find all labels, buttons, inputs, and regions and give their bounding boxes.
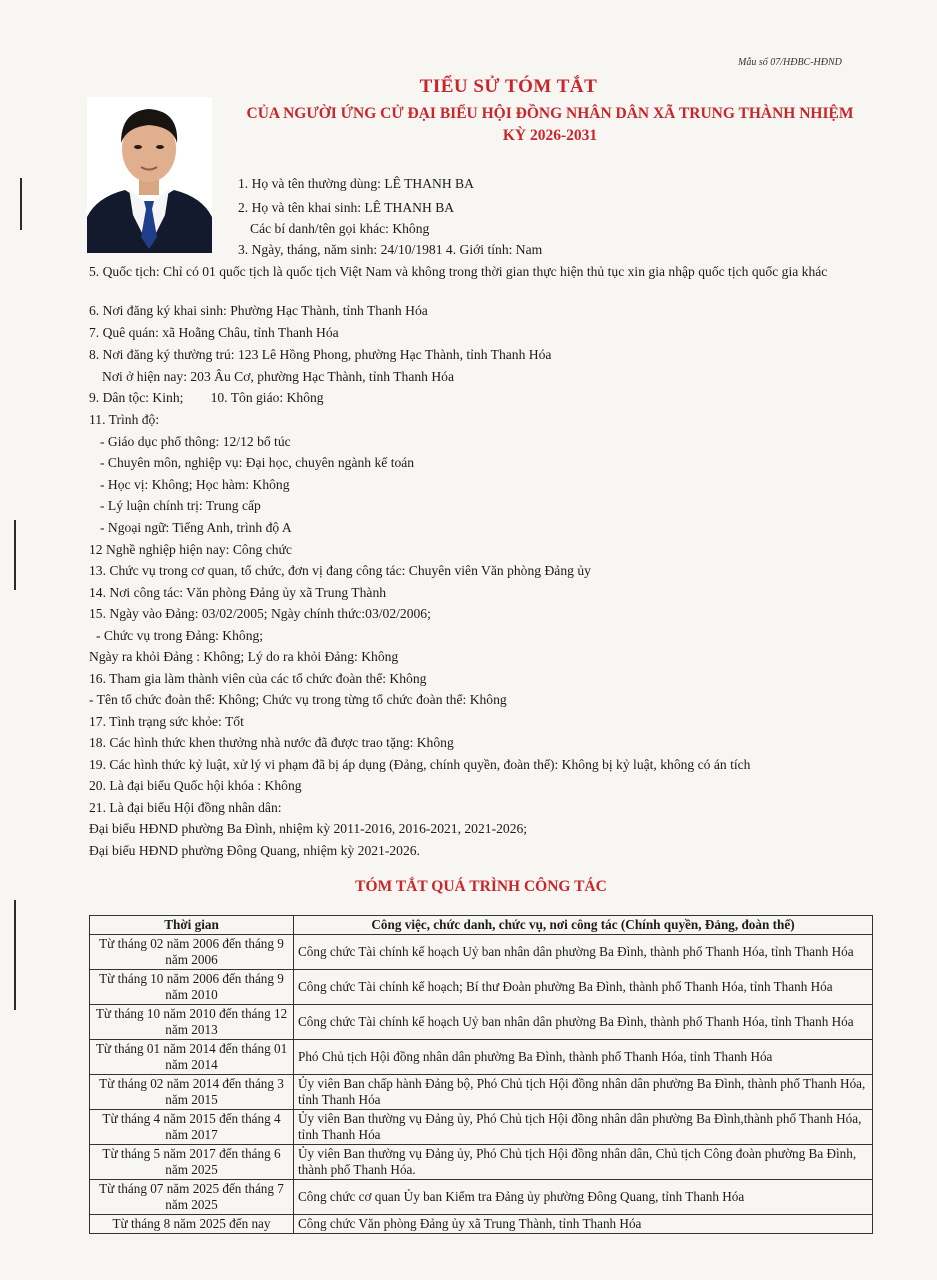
line-21a: Đại biểu HĐND phường Ba Đình, nhiệm kỳ 2011-2016, 2016-2021, 2021-2026; xyxy=(89,821,528,836)
line-16a: - Tên tổ chức đoàn thể: Không; Chức vụ trong từng tổ chức đoàn thể: Không xyxy=(89,692,507,707)
description-cell: Công chức Tài chính kế hoạch; Bí thư Đoàn phường Ba Đình, thành phố Thanh Hóa, tỉnh Thanh Hóa xyxy=(294,970,873,1005)
work-history-table xyxy=(89,915,873,1234)
period-cell: Từ tháng 10 năm 2006 đến tháng 9 năm 2010 xyxy=(90,970,294,1005)
table-row xyxy=(90,1040,873,1075)
line-21: 21. Là đại biểu Hội đồng nhân dân: xyxy=(89,800,282,815)
description-cell: Ủy viên Ban thường vụ Đảng ủy, Phó Chủ tịch Hội đồng nhân dân, Chủ tịch Công đoàn phường Ba Đình, thành phố Thanh Hóa. xyxy=(294,1145,873,1180)
line-14: 14. Nơi công tác: Văn phòng Đảng ủy xã Trung Thành xyxy=(89,585,387,600)
line-20: 20. Là đại biểu Quốc hội khóa : Không xyxy=(89,778,302,793)
scan-edge-mark xyxy=(20,178,22,230)
line-3: 3. Ngày, tháng, năm sinh: 24/10/1981 4. Giới tính: Nam xyxy=(238,242,543,257)
line-15: 15. Ngày vào Đảng: 03/02/2005; Ngày chính thức:03/02/2006; xyxy=(89,606,431,621)
line-2: 2. Họ và tên khai sinh: LÊ THANH BA xyxy=(238,200,455,215)
line-16: 16. Tham gia làm thành viên của các tổ chức đoàn thể: Không xyxy=(89,671,427,686)
period-cell: Từ tháng 10 năm 2010 đến tháng 12 năm 2013 xyxy=(90,1005,294,1040)
table-row xyxy=(90,935,873,970)
line-11d: - Lý luận chính trị: Trung cấp xyxy=(100,498,261,513)
table-header-row xyxy=(90,916,873,935)
line-1: 1. Họ và tên thường dùng: LÊ THANH BA xyxy=(238,176,474,191)
line-residence: Nơi ở hiện nay: 203 Âu Cơ, phường Hạc Thành, tỉnh Thanh Hóa xyxy=(102,369,455,384)
table-row xyxy=(90,970,873,1005)
table-row xyxy=(90,1180,873,1215)
description-cell: Công chức Tài chính kế hoạch Uỷ ban nhân dân phường Ba Đình, thành phố Thanh Hóa, tỉnh Thanh Hóa xyxy=(294,935,873,970)
period-cell: Từ tháng 8 năm 2025 đến nay xyxy=(90,1215,294,1234)
period-cell: Từ tháng 02 năm 2014 đến tháng 3 năm 2015 xyxy=(90,1075,294,1110)
table-row xyxy=(90,1215,873,1234)
description-cell: Công chức cơ quan Ủy ban Kiểm tra Đảng ủy phường Đông Quang, tỉnh Thanh Hóa xyxy=(294,1180,873,1215)
period-cell: Từ tháng 5 năm 2017 đến tháng 6 năm 2025 xyxy=(90,1145,294,1180)
line-alias: Các bí danh/tên gọi khác: Không xyxy=(250,221,430,236)
table-row xyxy=(90,1110,873,1145)
description-cell: Ủy viên Ban thường vụ Đảng ủy, Phó Chủ tịch Hội đồng nhân dân phường Ba Đình,thành phố Thanh Hóa, tỉnh Thanh Hóa xyxy=(294,1110,873,1145)
period-cell: Từ tháng 02 năm 2006 đến tháng 9 năm 2006 xyxy=(90,935,294,970)
line-7: 7. Quê quán: xã Hoằng Châu, tỉnh Thanh Hóa xyxy=(89,325,339,340)
form-code: Mẫu số 07/HĐBC-HĐND xyxy=(738,57,842,68)
header-description: Công việc, chức danh, chức vụ, nơi công tác (Chính quyền, Đảng, đoàn thể) xyxy=(294,916,873,935)
line-11a: - Giáo dục phổ thông: 12/12 bổ túc xyxy=(100,434,291,449)
description-cell: Phó Chủ tịch Hội đồng nhân dân phường Ba Đình, thành phố Thanh Hóa, tỉnh Thanh Hóa xyxy=(294,1040,873,1075)
portrait-photo xyxy=(87,97,212,253)
line-8: 8. Nơi đăng ký thường trú: 123 Lê Hồng Phong, phường Hạc Thành, tỉnh Thanh Hóa xyxy=(89,347,552,362)
description-cell: Ủy viên Ban chấp hành Đảng bộ, Phó Chủ tịch Hội đồng nhân dân phường Ba Đình, thành phố Thanh Hóa, tỉnh Thanh Hóa xyxy=(294,1075,873,1110)
portrait-icon xyxy=(87,97,212,253)
header-period: Thời gian xyxy=(90,916,294,935)
period-cell: Từ tháng 01 năm 2014 đến tháng 01 năm 2014 xyxy=(90,1040,294,1075)
line-15a: - Chức vụ trong Đảng: Không; xyxy=(96,628,264,643)
line-13: 13. Chức vụ trong cơ quan, tổ chức, đơn vị đang công tác: Chuyên viên Văn phòng Đảng ủy xyxy=(89,563,591,578)
line-12: 12 Nghề nghiệp hiện nay: Công chức xyxy=(89,542,292,557)
table-row xyxy=(90,1145,873,1180)
description-cell: Công chức Tài chính kế hoạch Uỷ ban nhân dân phường Ba Đình, thành phố Thanh Hóa, tỉnh Thanh Hóa xyxy=(294,1005,873,1040)
line-6: 6. Nơi đăng ký khai sinh: Phường Hạc Thành, tỉnh Thanh Hóa xyxy=(89,303,428,318)
work-history-title: TÓM TẮT QUÁ TRÌNH CÔNG TÁC xyxy=(355,878,607,895)
line-5: 5. Quốc tịch: Chỉ có 01 quốc tịch là quốc tịch Việt Nam và không trong thời gian thực hiện thủ tục xin gia nhập quốc tịch quốc gia khác xyxy=(89,264,828,279)
line-17: 17. Tình trạng sức khỏe: Tốt xyxy=(89,714,244,729)
table-row xyxy=(90,1075,873,1110)
description-cell: Công chức Văn phòng Đảng ủy xã Trung Thành, tỉnh Thanh Hóa xyxy=(294,1215,873,1234)
scan-edge-mark xyxy=(14,900,16,1010)
line-11b: - Chuyên môn, nghiệp vụ: Đại học, chuyên ngành kế toán xyxy=(100,455,415,470)
document-subtitle: CỦA NGƯỜI ỨNG CỬ ĐẠI BIỂU HỘI ĐỒNG NHÂN DÂN XÃ TRUNG THÀNH NHIỆM KỲ 2026-2031 xyxy=(246,105,854,144)
line-11e: - Ngoại ngữ: Tiếng Anh, trình độ A xyxy=(100,520,292,535)
line-18: 18. Các hình thức khen thưởng nhà nước đã được trao tặng: Không xyxy=(89,735,454,750)
document-title: TIỂU SỬ TÓM TẮT xyxy=(419,76,598,97)
line-21b: Đại biểu HĐND phường Đông Quang, nhiệm kỳ 2021-2026. xyxy=(89,843,420,858)
scan-edge-mark xyxy=(14,520,16,590)
line-19: 19. Các hình thức kỷ luật, xử lý vi phạm đã bị áp dụng (Đảng, chính quyền, đoàn thể): Không bị kỷ luật, không có án tích xyxy=(89,757,751,772)
line-11c: - Học vị: Không; Học hàm: Không xyxy=(100,477,290,492)
table-row xyxy=(90,1005,873,1040)
period-cell: Từ tháng 07 năm 2025 đến tháng 7 năm 2025 xyxy=(90,1180,294,1215)
line-15b: Ngày ra khỏi Đảng : Không; Lý do ra khỏi Đảng: Không xyxy=(89,649,399,664)
line-9: 9. Dân tộc: Kinh; 10. Tôn giáo: Không xyxy=(89,390,324,405)
period-cell: Từ tháng 4 năm 2015 đến tháng 4 năm 2017 xyxy=(90,1110,294,1145)
line-11: 11. Trình độ: xyxy=(89,412,160,427)
